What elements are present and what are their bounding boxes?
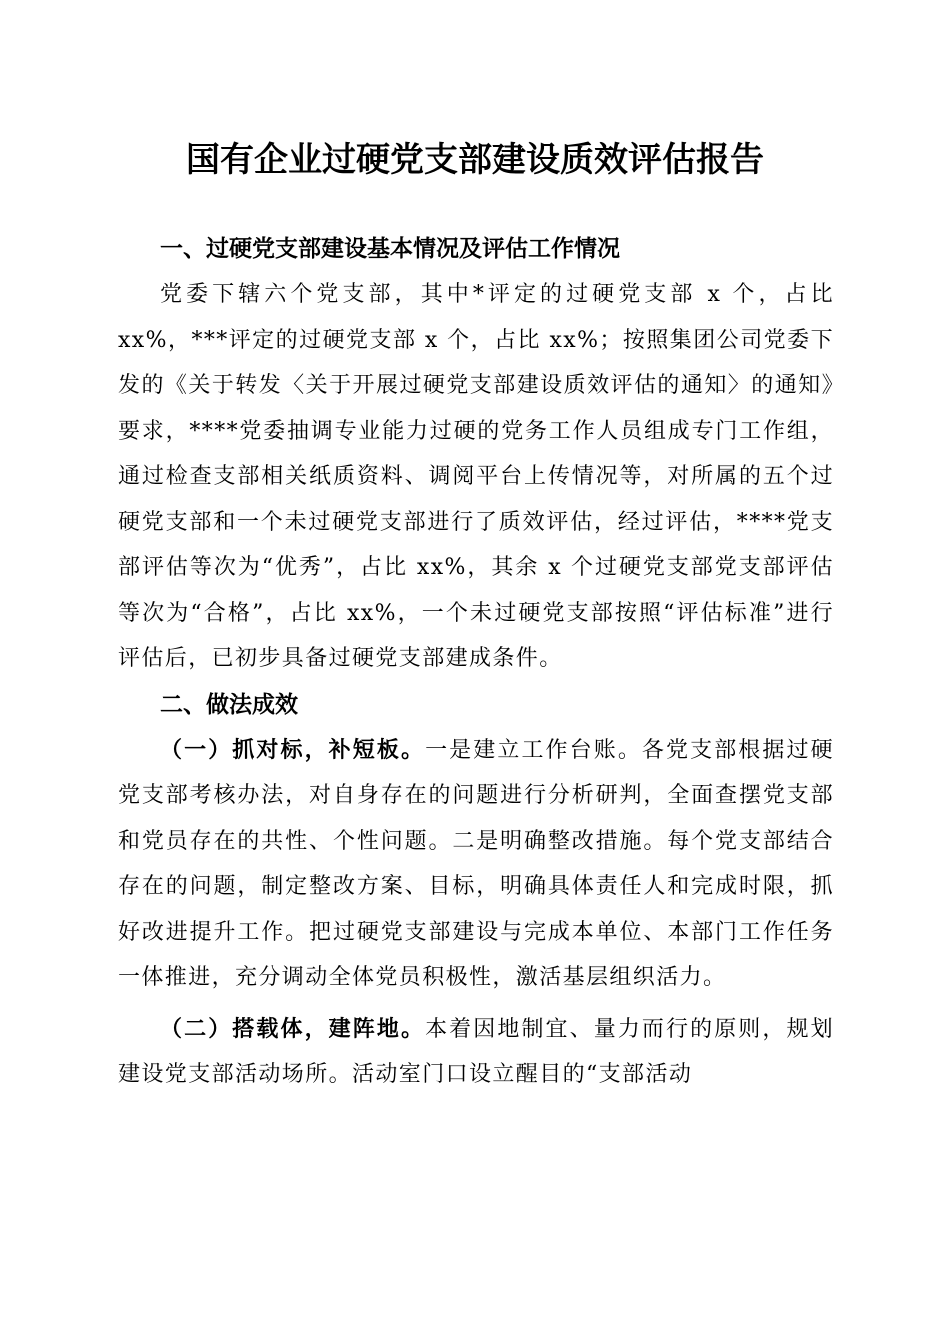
section-2-item-1-paragraph: [118, 728, 834, 1001]
item-2-lead: （二）搭载体，建阵地。: [160, 1015, 426, 1042]
document-title: 国有企业过硬党支部建设质效评估报告: [186, 140, 764, 180]
item-1-text: 一是建立工作台账。各党支部根据过硬党支部考核办法，对自身存在的问题进行分析研判，全面查摆党支部和党员存在的共性、个性问题。二是明确整改措施。每个党支部结合存在的问题，制定整改方案、目标，明确具体责任人和完成时限，抓好改进提升工作。把过硬党支部建设与完成本单位、本部门工作任务一体推进，充分调动全体党员积极性，激活基层组织活力。: [118, 737, 834, 990]
section-heading-2: 二、做法成效: [160, 691, 298, 718]
section-1-paragraph: 党委下辖六个党支部，其中*评定的过硬党支部 x 个，占比 xx%，***评定的过硬党支部 x 个，占比 xx%；按照集团公司党委下发的《关于转发〈关于开展过硬党支部建设质效评估的通知〉的通知》要求，****党委抽调专业能力过硬的党务工作人员组成专门工作组，通过检查支部相关纸质资料、调阅平台上传情况等，对所属的五个过硬党支部和一个未过硬党支部进行了质效评估，经过评估，****党支部评估等次为“优秀”，占比 xx%，其余 x 个过硬党支部党支部评估等次为“合格”，占比 xx%，一个未过硬党支部按照“评估标准”进行评估后，已初步具备过硬党支部建成条件。: [118, 282, 834, 671]
item-1-lead: （一）抓对标，补短板。: [160, 736, 426, 763]
item-2-text: 本着因地制宜、量力而行的原则，规划建设党支部活动场所。活动室门口设立醒目的“支部活动: [118, 1016, 834, 1087]
document-body: [118, 226, 834, 1098]
section-heading-1: 一、过硬党支部建设基本情况及评估工作情况: [160, 236, 620, 262]
section-2-item-2-paragraph: [118, 1007, 834, 1098]
